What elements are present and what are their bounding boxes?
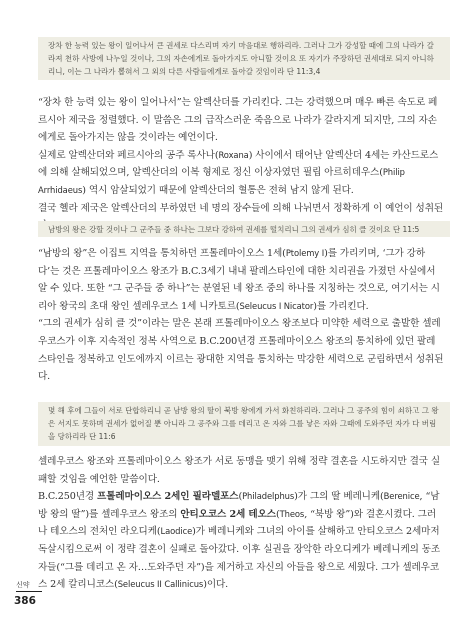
scripture-quote-dan-11-6 <box>38 402 450 446</box>
latin-term: Laodice <box>160 526 193 537</box>
paragraph: 셀레우코스 왕조와 프톨레마이오스 왕조가 서로 동맹을 맺기 위해 정략 결혼을 시도하지만 결국 실패할 것임을 예언한 말씀이다. <box>38 456 441 485</box>
quote-text: 장차 한 능력 있는 왕이 일어나서 큰 권세로 다스리며 자기 마음대로 행하리라. 그러나 그가 강성할 때에 그의 나라가 갈라져 천하 사방에 나누일 것이나, 그의 자손에게로 돌아가지도 아니할 것이요 또 자기가 주장하던 권세대로 되지 아니하리니, 이는 그 나라가 뽑혀서 그 외의 다른 사람들에게로 돌아갈 것임이라 단 11:3,4 <box>48 41 434 77</box>
bold-term: 프톨레마이오스 2세인 필라델포스 <box>97 491 239 503</box>
text: )를 가리킨다. <box>313 300 369 312</box>
text: )가 그의 딸 베레니케( <box>294 491 384 503</box>
paragraph <box>38 245 444 315</box>
scripture-quote-dan-11-3-4 <box>38 37 450 80</box>
quote-text: 몇 해 후에 그들이 서로 단합하리니 곧 남방 왕의 딸이 북방 왕에게 가서 화친하리라. 그러나 그 공주의 힘이 쇠하고 그 왕은 서지도 못하며 권세가 없어질 뿐 아니라 그 공주와 그를 데리고 온 자와 그를 낳은 자와 그때에 도와주던 자가 다 버림을 당하리라 단 11:6 <box>48 406 439 442</box>
scripture-quote-dan-11-5 <box>38 221 450 237</box>
bold-term: 안티오코스 2세 테오스 <box>180 508 276 520</box>
latin-term: Philip Arrhidaeus <box>38 167 405 195</box>
latin-term: Seleucus II Callinicus <box>117 579 204 590</box>
text: ) 사이에서 태어난 알렉산더 4세는 카산드로스에 의해 살해되었으며, 알렉산더의 이복 형제로 정신 이상자였던 필립 아르히데우스( <box>38 149 439 179</box>
paragraph <box>38 147 444 200</box>
paragraph: “장차 한 능력 있는 왕이 일어나서”는 알렉산더를 가리킨다. 그는 강력했으며 매우 빠른 속도로 페르시아 제국을 정렬했다. 이 말씀은 그의 급작스러운 죽음으로 나라가 갈라지게 되지만, 그의 자손에게로 돌아가지는 않을 것이라는 예언이다. <box>38 97 438 144</box>
quote-text: 남방의 왕은 강할 것이나 그 군주들 중 하나는 그보다 강하여 권세를 떨치리니 그의 권세가 심히 클 것이요 단 11:5 <box>48 225 420 234</box>
text: , “남방 왕의 딸”)를 셀레우코스 왕조의 <box>38 491 440 520</box>
paragraph <box>38 488 444 594</box>
text: ( <box>238 491 243 503</box>
latin-term: Theos <box>279 508 305 519</box>
latin-term: Philadelphus <box>242 491 295 502</box>
text: , “북방 왕”)와 결혼시켰다. 그러나 테오스의 전처인 라오디케( <box>38 508 436 538</box>
commentary-section-2 <box>38 245 444 386</box>
text: )를 가리키며, ‘그가 강하다’는 것은 프톨레마이오스 왕조가 B.C.3세기 내내 팔레스타인에 대한 치리권을 가졌던 사실에서 알 수 있다. 또한 “그 군주들 중 하나”는 분열된 네 왕조 중의 하나를 지칭하는 것으로, 여기서는 시리아 왕국의 초대 왕인 셀레우코스 1세 니카토르( <box>38 248 440 312</box>
footer-divider <box>16 591 42 592</box>
text: ) 역시 암살되었기 때문에 알렉산더의 혈통은 전혀 남지 않게 된다. <box>82 184 354 196</box>
latin-term: Ptolemy I <box>285 248 325 258</box>
section-label: 신약 <box>16 581 30 589</box>
text: “남방의 왕”은 이집트 지역을 통치하던 프톨레마이오스 1세( <box>38 248 286 259</box>
latin-term: Seleucus I Nicator <box>239 300 314 311</box>
page-number: 386 <box>14 595 36 607</box>
latin-term: Roxana <box>218 149 249 160</box>
paragraph: 결국 헬라 제국은 알렉산더의 부하였던 네 명의 장수들에 의해 나뉘면서 정확하게 이 예언이 성취된 <box>38 202 444 214</box>
paragraph: “그의 권세가 심히 클 것”이라는 말은 본래 프톨레마이오스 왕조보다 미약한 세력으로 출발한 셀레우코스가 이후 지속적인 정복 사역으로 B.C.200년경 프톨레마이오스 왕조의 통치하에 있던 팔레스타인을 정복하고 인도에까지 이르는 광대한 지역을 통치하는 막강한 세력으로 군림하면서 성취된다. <box>38 318 444 383</box>
text: 실제로 알렉산더와 페르시아의 공주 록사나( <box>38 149 219 161</box>
commentary-section-1 <box>38 94 444 235</box>
text: B.C.250년경 <box>38 491 98 503</box>
text: )이다. <box>203 579 229 591</box>
latin-term: Berenice <box>383 491 420 502</box>
text: ( <box>275 508 280 520</box>
text: )가 베레니케와 그녀의 아이를 살해하고 안티오코스 2세마저 독살시킴으로써 이 정략 결혼이 실패로 돌아갔다. 이후 실권을 장악한 라오디케가 베레니케의 동조자들(“그를 데리고 온 자…도와주던 자”)을 제거하고 자신의 아들을 왕으로 세웠다. 그가 셀레우코스 2세 칼리니코스( <box>38 526 441 591</box>
commentary-section-3 <box>38 453 444 594</box>
